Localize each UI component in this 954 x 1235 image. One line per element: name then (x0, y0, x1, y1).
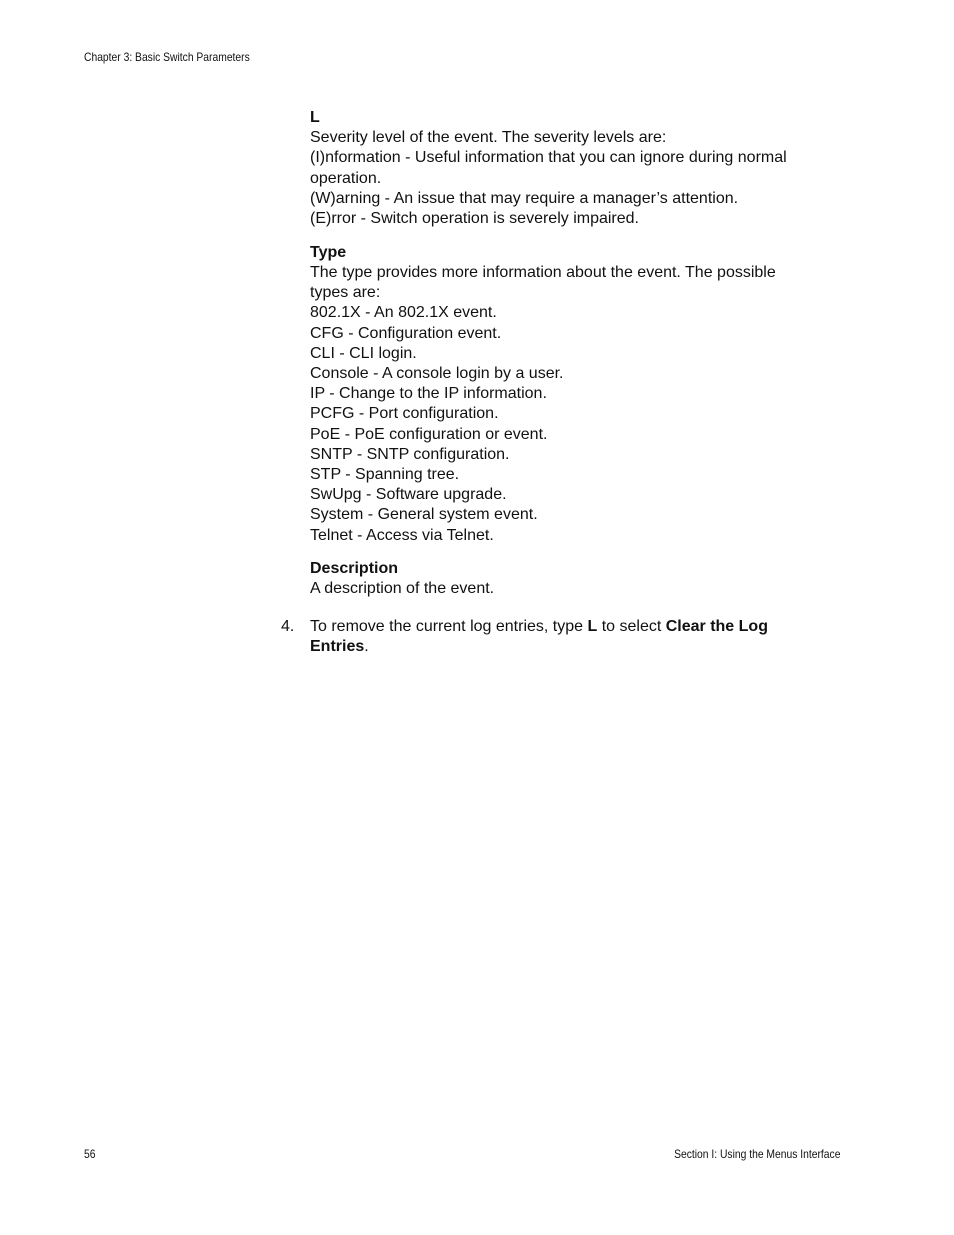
type-item: Telnet - Access via Telnet. (310, 526, 494, 544)
step-line-1 (310, 617, 830, 637)
type-item: CFG - Configuration event. (310, 324, 502, 342)
type-item: System - General system event. (310, 506, 538, 524)
step-text: . (364, 638, 369, 656)
term-title: L (310, 109, 320, 126)
type-item: Console - A console login by a user. (310, 364, 564, 382)
step-option: Clear the Log (665, 618, 768, 636)
step-key: L (587, 618, 598, 636)
type-item: PCFG - Port configuration. (310, 405, 499, 423)
term-line: Severity level of the event. The severity levels are: (310, 129, 667, 147)
type-item: 802.1X - An 802.1X event. (310, 304, 497, 322)
term-l (310, 108, 830, 229)
term-line: (E)rror - Switch operation is severely impaired. (310, 210, 639, 228)
term-type (310, 243, 830, 546)
step-option: Entries (310, 638, 365, 656)
term-line: operation. (310, 169, 382, 187)
section-footer: Section I: Using the Menus Interface (673, 1147, 840, 1161)
term-description (310, 559, 830, 599)
step-item (281, 617, 830, 657)
term-line: The type provides more information about the event. The possible (310, 263, 776, 281)
page-body (281, 108, 830, 658)
step-text: to select (597, 618, 666, 636)
type-item: STP - Spanning tree. (310, 465, 460, 483)
step-text: To remove the current log entries, type (310, 618, 588, 636)
running-header: Chapter 3: Basic Switch Parameters (84, 50, 250, 64)
type-item: CLI - CLI login. (310, 344, 417, 362)
term-line: types are: (310, 284, 381, 302)
type-item: IP - Change to the IP information. (310, 385, 547, 403)
term-line: (I)nformation - Useful information that you can ignore during normal (310, 149, 787, 167)
term-title: Description (310, 560, 399, 578)
term-line: (W)arning - An issue that may require a manager’s attention. (310, 189, 739, 207)
type-item: SwUpg - Software upgrade. (310, 486, 507, 504)
term-line: A description of the event. (310, 580, 495, 598)
step-line-2 (310, 637, 830, 657)
term-title: Type (310, 243, 347, 261)
page-number: 56 (84, 1147, 96, 1161)
type-item: PoE - PoE configuration or event. (310, 425, 548, 443)
type-item: SNTP - SNTP configuration. (310, 445, 510, 463)
step-number: 4. (281, 618, 295, 636)
